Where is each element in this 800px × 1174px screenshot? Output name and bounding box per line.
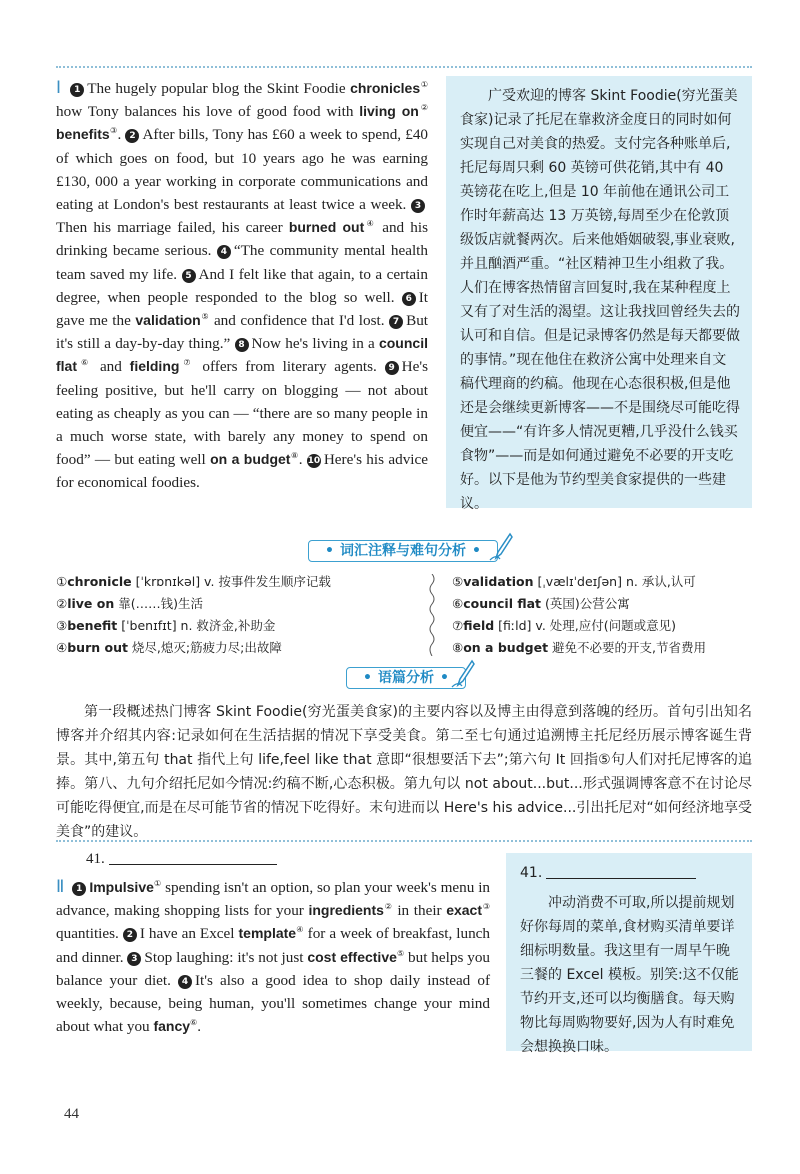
vocab-word: ingredients <box>308 902 384 919</box>
sentence-number: 3 <box>411 199 425 213</box>
sentence-number: 1 <box>70 83 84 97</box>
vocab-item: ⑥council flat (英国)公营公寓 <box>452 596 630 611</box>
answer-blank[interactable] <box>546 878 696 879</box>
translation-answer-label: 41. <box>520 861 740 885</box>
translation-box-1: 广受欢迎的博客 Skint Foodie(穷光蛋美食家)记录了托尼在靠救济金度日的同时如何实现自己对美食的热爱。支付完各种账单后,托尼每周只剩 60 英镑可供花销,其中有 40 英镑花在吃上,但是 10 年前他在通讯公司工作时年薪高达 13 万英镑,每周至少在伦敦顶级饭店就餐两次。后来他婚姻破裂,事业衰败,并且酗酒严重。“社区精神卫生小组救了我。人们在博客热情留言回复时,我在某种程度上又有了对生活的渴望。这让我找回曾经失去的认可和自信。但是记录博客仍然是每天都要做的事情。”现在他住在救济公寓中处理来自文稿代理商的约稿。他现在心态很积极,但是他还是会继续更新博客——不是围绕尽可能吃得便宜——“有许多人情况更糟,几乎没什么钱买食物”——而是如何通过避免不必要的开支吃好。以下是他为节约型美食家提供的一些建议。 <box>446 76 752 508</box>
wavy-divider <box>428 574 436 656</box>
vocab-list-left <box>56 571 416 659</box>
passage-section-2: Ⅱ 1 Impulsive① spending isn't an option, so plan your week's menu in advance, making shopping lists for your ingredients② in their exact③ quantities. 2 I have an Excel template④ for a week of breakfast, lunch and dinner. 3 Stop laughing: it's not just cost effective⑤ but helps you balance your diet. 4 It's also a good idea to shop daily instead of weekly, because, being human, you'll sometimes change your mind about what you fancy⑥. <box>56 877 491 1036</box>
vocab-word: exact <box>446 902 483 919</box>
section-numeral: Ⅱ <box>56 877 65 896</box>
vocab-word: fancy <box>153 1018 191 1035</box>
vocab-item: ⑧on a budget 避免不必要的开支,节省费用 <box>452 640 706 655</box>
sentence-number: 6 <box>402 292 416 306</box>
vocab-word: template <box>238 925 297 942</box>
sentence-number: 2 <box>125 129 139 143</box>
vocab-word: on a budget <box>210 451 291 468</box>
pen-icon <box>450 659 476 689</box>
vocab-word: burned out <box>288 219 365 236</box>
vocab-item: ④burn out 烧尽,熄灭;筋疲力尽;出故障 <box>56 640 282 655</box>
vocab-word: council flat <box>56 335 428 375</box>
vocab-heading: • 词汇注释与难句分析 • <box>308 540 498 562</box>
mid-dotted-divider <box>56 840 752 842</box>
sentence-number: 9 <box>385 361 399 375</box>
question-41: 41. <box>86 851 277 868</box>
vocab-list-right <box>452 571 752 659</box>
sentence-number: 2 <box>123 928 137 942</box>
sentence-number: 4 <box>217 245 231 259</box>
passage-section-1: Ⅰ 1 The hugely popular blog the Skint Foodie chronicles① how Tony balances his love of good food with living on② benefits③. 2 After bills, Tony has £60 a week to spend, £40 of which goes on food, but 10 years ago he was earning £130, 000 a year working in corporate communications and eating at London's best restaurants at least twice a week. 3Then his marriage failed, his career burned out④ and his drinking became serious. 4 “The community mental health team saved my life. 5 And I felt like that again, to a certain degree, when people responded to the blog so well. 6 It gave me the validation⑤ and confidence that I'd lost. 7 But it's still a day-by-day thing.” 8 Now he's living in a council flat⑥ and fielding⑦ offers from literary agents. 9 He's feeling positive, but he'll carry on blogging — not about eating as cheaply as you can — “there are so many people in a much worse state, with barely any money to spend on food” — but eating well on a budget⑧. 10 Here's his advice for economical foodies. <box>56 78 429 492</box>
vocab-item: ①chronicle [ˈkrɒnɪkəl] v. 按事件发生顺序记载 <box>56 574 331 589</box>
sentence-number: 5 <box>182 269 196 283</box>
sentence-number: 8 <box>235 338 249 352</box>
vocab-item: ②live on 靠(……钱)生活 <box>56 596 203 611</box>
top-dotted-divider <box>56 66 752 68</box>
translation-box-2: 41. 冲动消费不可取,所以提前规划好你每周的菜单,食材购买清单要详细标明数量。我这里有一周早午晚三餐的 Excel 模板。别笑:这不仅能节约开支,还可以均衡膳食。每天购物比每周购物要好,因为人有时难免会想换换口味。 <box>506 853 752 1051</box>
page-number: 44 <box>64 1106 79 1122</box>
vocab-word: cost effective <box>307 948 397 965</box>
sentence-number: 4 <box>178 975 192 989</box>
sentence-number: 1 <box>72 882 86 896</box>
vocab-word: benefits <box>56 126 110 143</box>
vocab-word: chronicles <box>350 80 421 96</box>
discourse-analysis: 第一段概述热门博客 Skint Foodie(穷光蛋美食家)的主要内容以及博主由得意到落魄的经历。首句引出知名博客并介绍其内容:记录如何在生活拮据的情况下享受美食。第二至七句通过追溯博主托尼经历展示博客诞生背景。其中,第五句 that 指代上句 life,feel like that 意即“很想要活下去”;第六句 It 回指⑤句人们对托尼博客的追捧。第八、九句介绍托尼如今情况:约稿不断,心态积极。第九句以 not about...but...形式强调博客意不在讨论尽可能吃得便宜,而是在尽可能节省的情况下吃得好。末句进而以 Here's his advice...引出托尼对“如何经济地享受美食”的建议。 <box>56 704 752 840</box>
vocab-word: fielding <box>129 358 180 375</box>
analysis-heading: • 语篇分析 • <box>346 667 466 689</box>
vocab-word: living on <box>359 103 419 120</box>
sentence-number: 10 <box>307 456 321 467</box>
vocab-word: Impulsive <box>89 879 154 895</box>
answer-blank[interactable] <box>109 864 277 865</box>
vocab-item: ③benefit [ˈbenɪfɪt] n. 救济金,补助金 <box>56 618 276 633</box>
vocab-item: ⑤validation [ˌvælɪˈdeɪʃən] n. 承认,认可 <box>452 574 696 589</box>
sentence-number: 3 <box>127 952 141 966</box>
section-numeral: Ⅰ <box>56 78 62 97</box>
vocab-item: ⑦field [fiːld] v. 处理,应付(问题或意见) <box>452 618 676 633</box>
pen-icon <box>488 532 514 562</box>
sentence-number: 7 <box>389 315 403 329</box>
vocab-word: validation <box>135 312 201 329</box>
